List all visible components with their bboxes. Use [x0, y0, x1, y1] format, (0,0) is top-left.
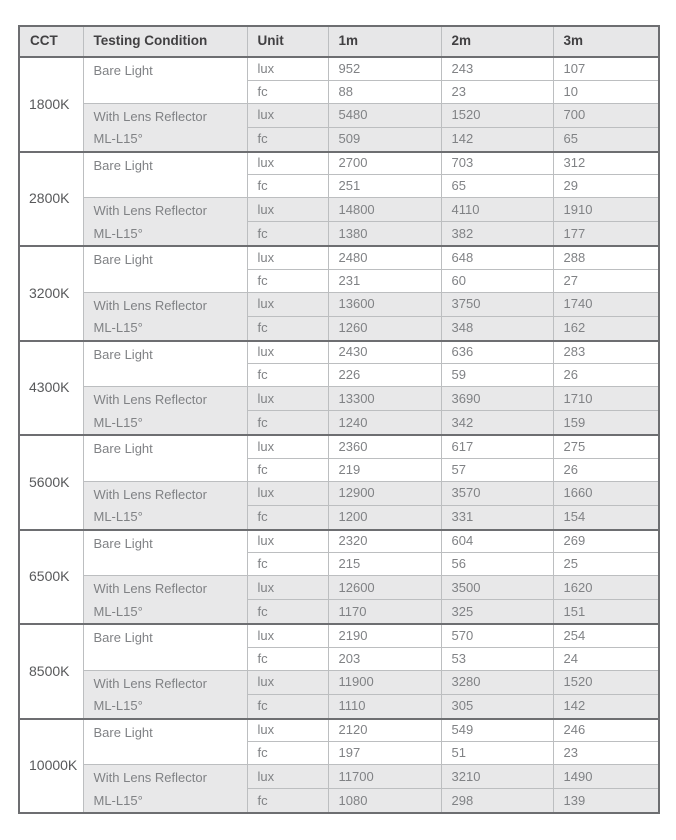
value-cell: 325	[441, 600, 553, 624]
condition-label-line: With Lens Reflector	[93, 581, 207, 596]
value-cell: 952	[328, 57, 441, 80]
condition-label-line: ML-L15°	[93, 414, 143, 430]
value-cell: 3690	[441, 387, 553, 411]
unit-cell: lux	[247, 152, 328, 175]
value-cell: 1490	[553, 765, 659, 789]
value-cell: 23	[441, 80, 553, 103]
table-row	[19, 765, 659, 789]
condition-label-line: ML-L15°	[93, 698, 143, 713]
value-cell: 617	[441, 435, 553, 458]
value-cell: 26	[553, 458, 659, 481]
condition-label-line: Bare Light	[93, 63, 153, 78]
table-row	[19, 624, 659, 647]
value-cell: 53	[441, 647, 553, 670]
value-cell: 549	[441, 719, 553, 742]
value-cell: 703	[441, 152, 553, 175]
condition-cell	[83, 435, 247, 481]
condition-label-line: ML-L15°	[93, 509, 143, 524]
value-cell: 3210	[441, 765, 553, 789]
value-cell: 162	[553, 316, 659, 340]
condition-label-line: ML-L15°	[93, 603, 143, 619]
unit-cell: lux	[247, 246, 328, 269]
value-cell: 700	[553, 103, 659, 127]
condition-cell	[83, 670, 247, 719]
table-row	[19, 198, 659, 222]
value-cell: 226	[328, 364, 441, 387]
condition-cell	[83, 624, 247, 670]
cct-cell: 3200K	[19, 246, 83, 341]
value-cell: 197	[328, 742, 441, 765]
value-cell: 151	[553, 600, 659, 624]
unit-cell: lux	[247, 103, 328, 127]
unit-cell: lux	[247, 57, 328, 80]
value-cell: 51	[441, 742, 553, 765]
unit-cell: lux	[247, 576, 328, 600]
condition-label-line: Bare Light	[93, 535, 153, 551]
header-1m: 1m	[328, 26, 441, 57]
unit-cell: fc	[247, 694, 328, 718]
table-row	[19, 719, 659, 742]
value-cell: 142	[553, 694, 659, 718]
cct-cell: 6500K	[19, 530, 83, 625]
value-cell: 203	[328, 647, 441, 670]
value-cell: 1170	[328, 600, 441, 624]
condition-label-line: With Lens Reflector	[93, 486, 207, 502]
value-cell: 1200	[328, 505, 441, 529]
value-cell: 177	[553, 222, 659, 246]
photometric-table	[18, 25, 660, 814]
value-cell: 2360	[328, 435, 441, 458]
table-row	[19, 481, 659, 505]
unit-cell: lux	[247, 387, 328, 411]
condition-label-line: With Lens Reflector	[93, 203, 207, 218]
header-testing-condition: Testing Condition	[83, 26, 247, 57]
table-row	[19, 341, 659, 364]
unit-cell: fc	[247, 175, 328, 198]
value-cell: 13300	[328, 387, 441, 411]
value-cell: 65	[553, 127, 659, 151]
condition-label-line: Bare Light	[93, 630, 153, 645]
table-row	[19, 670, 659, 694]
table-row	[19, 530, 659, 553]
value-cell: 1240	[328, 411, 441, 435]
unit-cell: lux	[247, 292, 328, 316]
table-row	[19, 292, 659, 316]
value-cell: 2480	[328, 246, 441, 269]
cct-cell: 2800K	[19, 152, 83, 247]
condition-label-line: Bare Light	[93, 157, 153, 173]
table-row	[19, 435, 659, 458]
table-row	[19, 103, 659, 127]
header-cct: CCT	[19, 26, 83, 57]
unit-cell: fc	[247, 742, 328, 765]
value-cell: 1520	[553, 670, 659, 694]
value-cell: 219	[328, 458, 441, 481]
value-cell: 331	[441, 505, 553, 529]
cct-cell: 1800K	[19, 57, 83, 152]
condition-label-line: Bare Light	[93, 724, 153, 740]
value-cell: 288	[553, 246, 659, 269]
value-cell: 231	[328, 269, 441, 292]
value-cell: 2120	[328, 719, 441, 742]
value-cell: 107	[553, 57, 659, 80]
value-cell: 269	[553, 530, 659, 553]
value-cell: 382	[441, 222, 553, 246]
unit-cell: fc	[247, 80, 328, 103]
value-cell: 254	[553, 624, 659, 647]
value-cell: 636	[441, 341, 553, 364]
value-cell: 23	[553, 742, 659, 765]
value-cell: 11700	[328, 765, 441, 789]
condition-cell	[83, 341, 247, 387]
value-cell: 29	[553, 175, 659, 198]
condition-cell	[83, 530, 247, 576]
condition-label-line: Bare Light	[93, 346, 153, 362]
unit-cell: lux	[247, 341, 328, 364]
value-cell: 24	[553, 647, 659, 670]
header-row	[19, 26, 659, 57]
value-cell: 139	[553, 789, 659, 813]
value-cell: 2430	[328, 341, 441, 364]
unit-cell: fc	[247, 647, 328, 670]
value-cell: 275	[553, 435, 659, 458]
value-cell: 13600	[328, 292, 441, 316]
value-cell: 2190	[328, 624, 441, 647]
unit-cell: lux	[247, 435, 328, 458]
value-cell: 342	[441, 411, 553, 435]
value-cell: 283	[553, 341, 659, 364]
condition-cell	[83, 765, 247, 814]
unit-cell: fc	[247, 458, 328, 481]
header-unit: Unit	[247, 26, 328, 57]
unit-cell: fc	[247, 553, 328, 576]
condition-cell	[83, 57, 247, 103]
value-cell: 12900	[328, 481, 441, 505]
value-cell: 298	[441, 789, 553, 813]
value-cell: 570	[441, 624, 553, 647]
value-cell: 25	[553, 553, 659, 576]
photometric-table-container	[18, 25, 660, 814]
unit-cell: lux	[247, 670, 328, 694]
value-cell: 2320	[328, 530, 441, 553]
value-cell: 348	[441, 316, 553, 340]
unit-cell: fc	[247, 316, 328, 340]
condition-label-line: ML-L15°	[93, 792, 143, 808]
condition-label-line: ML-L15°	[93, 320, 143, 335]
unit-cell: lux	[247, 719, 328, 742]
value-cell: 27	[553, 269, 659, 292]
value-cell: 10	[553, 80, 659, 103]
value-cell: 60	[441, 269, 553, 292]
header-3m: 3m	[553, 26, 659, 57]
condition-cell	[83, 576, 247, 625]
value-cell: 648	[441, 246, 553, 269]
value-cell: 3500	[441, 576, 553, 600]
condition-label-line: ML-L15°	[93, 225, 143, 241]
condition-label-line: Bare Light	[93, 441, 153, 456]
condition-label-line: Bare Light	[93, 252, 153, 267]
value-cell: 4110	[441, 198, 553, 222]
value-cell: 154	[553, 505, 659, 529]
value-cell: 2700	[328, 152, 441, 175]
unit-cell: fc	[247, 505, 328, 529]
value-cell: 1080	[328, 789, 441, 813]
value-cell: 5480	[328, 103, 441, 127]
header-2m: 2m	[441, 26, 553, 57]
condition-cell	[83, 198, 247, 247]
value-cell: 26	[553, 364, 659, 387]
value-cell: 1260	[328, 316, 441, 340]
value-cell: 1660	[553, 481, 659, 505]
unit-cell: fc	[247, 222, 328, 246]
value-cell: 1620	[553, 576, 659, 600]
condition-label-line: With Lens Reflector	[93, 108, 207, 124]
condition-cell	[83, 292, 247, 341]
cct-cell: 4300K	[19, 341, 83, 436]
value-cell: 12600	[328, 576, 441, 600]
unit-cell: lux	[247, 198, 328, 222]
cct-cell: 5600K	[19, 435, 83, 530]
value-cell: 1740	[553, 292, 659, 316]
table-row	[19, 152, 659, 175]
table-row	[19, 576, 659, 600]
condition-cell	[83, 246, 247, 292]
value-cell: 509	[328, 127, 441, 151]
value-cell: 3750	[441, 292, 553, 316]
table-row	[19, 387, 659, 411]
unit-cell: fc	[247, 411, 328, 435]
condition-label-line: With Lens Reflector	[93, 392, 207, 407]
condition-cell	[83, 481, 247, 530]
condition-label-line: With Lens Reflector	[93, 770, 207, 785]
value-cell: 1910	[553, 198, 659, 222]
table-row	[19, 246, 659, 269]
value-cell: 57	[441, 458, 553, 481]
value-cell: 1710	[553, 387, 659, 411]
value-cell: 1380	[328, 222, 441, 246]
value-cell: 246	[553, 719, 659, 742]
condition-cell	[83, 387, 247, 436]
table-header	[19, 26, 659, 57]
condition-cell	[83, 152, 247, 198]
value-cell: 11900	[328, 670, 441, 694]
condition-cell	[83, 103, 247, 152]
unit-cell: lux	[247, 481, 328, 505]
table-row	[19, 57, 659, 80]
unit-cell: fc	[247, 364, 328, 387]
unit-cell: lux	[247, 530, 328, 553]
unit-cell: fc	[247, 127, 328, 151]
unit-cell: fc	[247, 789, 328, 813]
value-cell: 305	[441, 694, 553, 718]
unit-cell: fc	[247, 600, 328, 624]
value-cell: 14800	[328, 198, 441, 222]
condition-label-line: With Lens Reflector	[93, 675, 207, 691]
cct-cell: 8500K	[19, 624, 83, 719]
value-cell: 1110	[328, 694, 441, 718]
cct-cell: 10000K	[19, 719, 83, 814]
unit-cell: fc	[247, 269, 328, 292]
value-cell: 243	[441, 57, 553, 80]
value-cell: 88	[328, 80, 441, 103]
value-cell: 604	[441, 530, 553, 553]
table-body	[19, 57, 659, 813]
value-cell: 215	[328, 553, 441, 576]
value-cell: 56	[441, 553, 553, 576]
condition-label-line: With Lens Reflector	[93, 297, 207, 313]
value-cell: 251	[328, 175, 441, 198]
value-cell: 1520	[441, 103, 553, 127]
value-cell: 65	[441, 175, 553, 198]
condition-cell	[83, 719, 247, 765]
unit-cell: lux	[247, 624, 328, 647]
condition-label-line: ML-L15°	[93, 131, 143, 146]
value-cell: 159	[553, 411, 659, 435]
value-cell: 3280	[441, 670, 553, 694]
value-cell: 312	[553, 152, 659, 175]
unit-cell: lux	[247, 765, 328, 789]
value-cell: 3570	[441, 481, 553, 505]
value-cell: 142	[441, 127, 553, 151]
value-cell: 59	[441, 364, 553, 387]
